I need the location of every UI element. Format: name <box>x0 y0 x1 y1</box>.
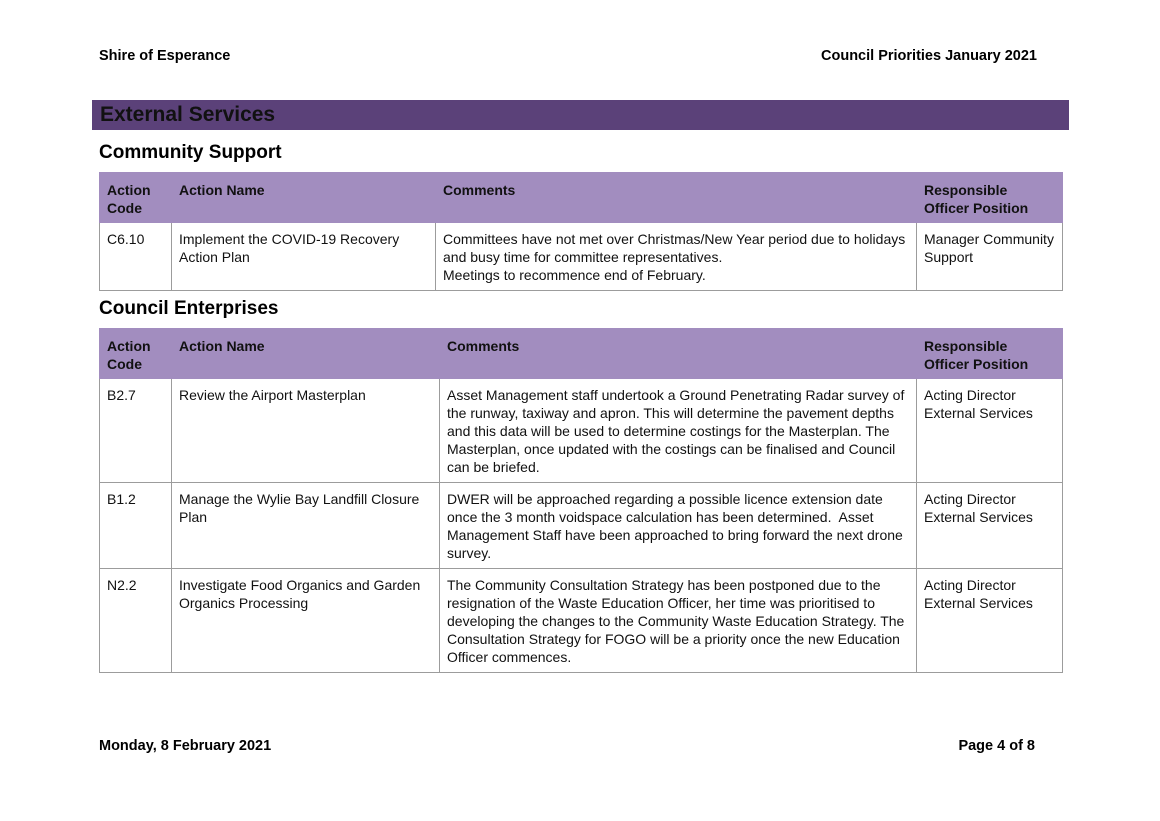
cell-action-name: Investigate Food Organics and Garden Organics Processing <box>172 569 440 673</box>
col-header-action-code: Action Code <box>100 329 172 379</box>
cell-officer: Manager Community Support <box>917 223 1063 291</box>
section-banner <box>92 100 1069 130</box>
cell-comments: DWER will be approached regarding a possible licence extension date once the 3 month voidspace calculation has been determined. Asset Management Staff have been approached to bring forward the next drone survey. <box>440 483 917 569</box>
col-header-action-code: Action Code <box>100 173 172 223</box>
cell-comments: The Community Consultation Strategy has been postponed due to the resignation of the Waste Education Officer, her time was prioritised to developing the changes to the Community Waste Education Strategy. The Consultation Strategy for FOGO will be a priority once the new Education Officer commences. <box>440 569 917 673</box>
table-row <box>100 569 1063 673</box>
cell-action-code: C6.10 <box>100 223 172 291</box>
section-title-community-support: Community Support <box>99 142 282 163</box>
cell-action-name: Review the Airport Masterplan <box>172 379 440 483</box>
col-header-action-name: Action Name <box>172 329 440 379</box>
footer-date: Monday, 8 February 2021 <box>99 738 272 754</box>
table-header-row <box>100 329 1063 379</box>
cell-action-code: B1.2 <box>100 483 172 569</box>
cell-action-code: N2.2 <box>100 569 172 673</box>
cell-action-code: B2.7 <box>100 379 172 483</box>
banner-title: External Services <box>100 103 276 126</box>
header-organization: Shire of Esperance <box>99 48 231 64</box>
table-council-enterprises <box>99 328 1063 673</box>
col-header-comments: Comments <box>436 173 917 223</box>
col-header-officer: Responsible Officer Position <box>917 173 1063 223</box>
footer-page-number: Page 4 of 8 <box>958 738 1035 754</box>
col-header-officer: Responsible Officer Position <box>917 329 1063 379</box>
table-header-row <box>100 173 1063 223</box>
cell-action-name: Manage the Wylie Bay Landfill Closure Plan <box>172 483 440 569</box>
section-title-council-enterprises: Council Enterprises <box>99 298 279 319</box>
cell-comments: Asset Management staff undertook a Ground Penetrating Radar survey of the runway, taxiway and apron. This will determine the pavement depths and this data will be used to determine costings for the Masterplan. The Masterplan, once updated with the costings can be finalised and Council can be briefed. <box>440 379 917 483</box>
cell-officer: Acting Director External Services <box>917 483 1063 569</box>
col-header-action-name: Action Name <box>172 173 436 223</box>
table-row <box>100 483 1063 569</box>
cell-officer: Acting Director External Services <box>917 379 1063 483</box>
col-header-comments: Comments <box>440 329 917 379</box>
cell-action-name: Implement the COVID-19 Recovery Action Plan <box>172 223 436 291</box>
header-document-title: Council Priorities January 2021 <box>821 48 1037 64</box>
cell-officer: Acting Director External Services <box>917 569 1063 673</box>
cell-comments: Committees have not met over Christmas/New Year period due to holidays and busy time for committee representatives. Meetings to recommence end of February. <box>436 223 917 291</box>
table-row <box>100 223 1063 291</box>
table-community-support <box>99 172 1063 291</box>
table-row <box>100 379 1063 483</box>
